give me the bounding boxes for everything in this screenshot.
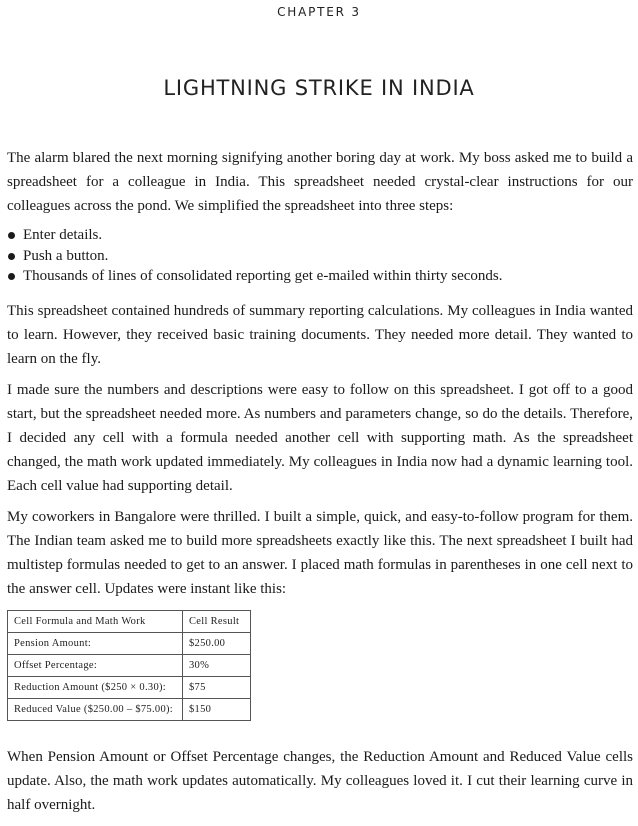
table-header-cell: Cell Formula and Math Work [8,611,183,633]
list-item [7,246,633,267]
paragraph: The alarm blared the next morning signifying another boring day at work. My boss asked me to build a spreadsheet for a colleague in India. This spreadsheet needed crystal-clear instructions for our colleagues across the pond. We simplified the spreadsheet into three steps: [7,150,633,214]
table-header-row [8,611,251,633]
table-cell: $75 [183,677,251,699]
list-item-text: Enter details. [23,227,103,243]
table-cell: $150 [183,699,251,721]
table-cell: Pension Amount: [8,633,183,655]
table-row [8,677,251,699]
table-cell: Reduction Amount ($250 × 0.30): [8,677,183,699]
formula-table [7,610,251,721]
list-item [7,266,633,287]
list-item-text: Thousands of lines of consolidated reporting get e-mailed within thirty seconds. [23,268,503,284]
list-item-text: Push a button. [23,247,109,264]
paragraph: My coworkers in Bangalore were thrilled. I built a simple, quick, and easy-to-follow program for them. The Indian team asked me to build more spreadsheets exactly like this. The next spreadsheet I built had multistep formulas needed to get to an answer. I placed math formulas in parentheses in one cell next to the answer cell. Updates were instant like this: [7,509,633,597]
table-row [8,655,251,677]
table-cell: Offset Percentage: [8,655,183,677]
table-cell: Reduced Value ($250.00 – $75.00): [8,699,183,721]
table-row [8,699,251,721]
table-cell: 30% [183,655,251,677]
paragraph: I made sure the numbers and descriptions were easy to follow on this spreadsheet. I got off to a good start, but the spreadsheet needed more. As numbers and parameters change, so do the details. Therefore, I decided any cell with a formula needed another cell with supporting math. As the spreadsheet changed, the math work updated immediately. My colleagues in India now had a dynamic learning tool. Each cell value had supporting detail. [7,382,633,494]
table-cell: $250.00 [183,633,251,655]
chapter-title: LIGHTNING STRIKE IN INDIA [163,76,475,101]
bullet-icon [8,273,15,280]
bullet-list [7,225,633,287]
bullet-icon [8,232,15,239]
table-header-cell: Cell Result [183,611,251,633]
bullet-icon [8,253,15,260]
table-row [8,633,251,655]
paragraph: This spreadsheet contained hundreds of summary reporting calculations. My colleagues in India wanted to learn. However, they received basic training documents. They needed more detail. They wanted to learn on the fly. [7,303,633,367]
chapter-label: CHAPTER 3 [277,5,361,19]
paragraph: When Pension Amount or Offset Percentage changes, the Reduction Amount and Reduced Value cells update. Also, the math work updates automatically. My colleagues loved it. I cut their learning curve in half overnight. [7,749,633,813]
list-item [7,225,633,246]
